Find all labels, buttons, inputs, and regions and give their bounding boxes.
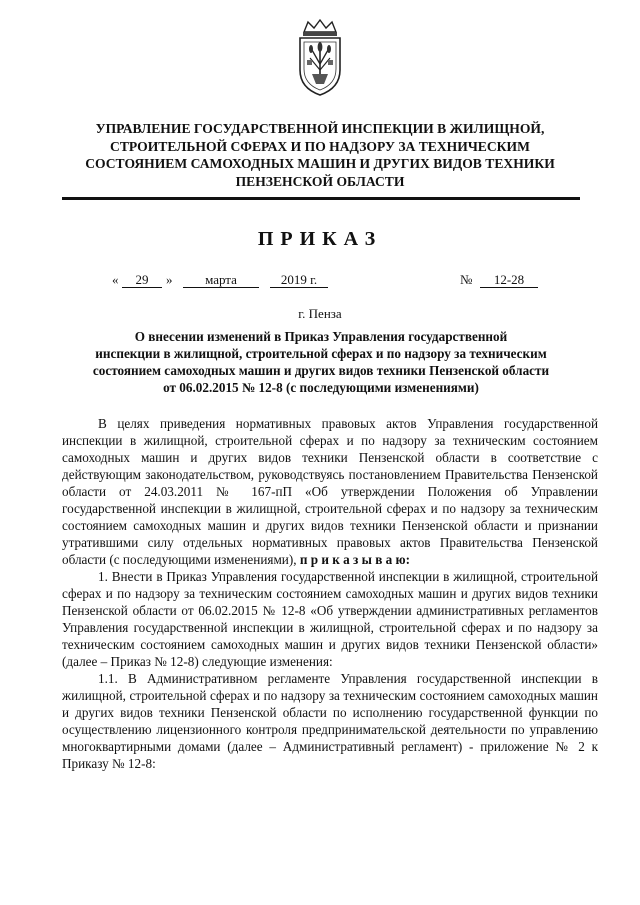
quote-open: « (112, 272, 119, 287)
header-line: ПЕНЗЕНСКОЙ ОБЛАСТИ (235, 173, 405, 189)
subject-line: от 06.02.2015 № 12-8 (с последующими изменениями) (163, 380, 479, 395)
penza-oblast-coat-of-arms-icon (290, 18, 350, 98)
date-day: 29 (122, 272, 162, 288)
preamble-paragraph (62, 415, 598, 568)
header-line: СОСТОЯНИЕМ САМОХОДНЫХ МАШИН И ДРУГИХ ВИДОВ ТЕХНИКИ (85, 156, 555, 171)
subject-line: состоянием самоходных машин и других видов техники Пензенской области (92, 363, 550, 378)
quote-close: » (166, 272, 173, 287)
date-year: 2019 г. (270, 272, 328, 288)
issuer-header (40, 120, 600, 190)
header-line: УПРАВЛЕНИЕ ГОСУДАРСТВЕННОЙ ИНСПЕКЦИИ В ЖИЛИЩНОЙ, (95, 121, 545, 136)
order-verb: п р и к а з ы в а ю: (296, 552, 411, 567)
order-body (62, 415, 598, 772)
subject-line: инспекции в жилищной, строительной сферах и по надзору за техническим (95, 346, 547, 361)
date-number-line (0, 272, 640, 290)
preamble-text: В целях приведения нормативных правовых актов Управления государственной инспекции в жилищной, строительной сферах и по надзору за техническим состоянием самоходных машин и других видов техники Пензенской области в соответствие с действующим законодательством, руководствуясь постановлением Правительства Пензенской области от 24.03.2011 № 167-пП «Об утверждении Положения об Управлении государственной инспекции в жилищной, строительной сферах и по надзору за техническим состоянием самоходных машин и других видов техники Пензенской области и признании утратившими силу отдельных нормативных правовых актов Правительства Пензенской области (с последующими изменениями), (62, 416, 598, 567)
date-month: марта (183, 272, 259, 288)
number-sign: № (460, 272, 473, 287)
subject-line: О внесении изменений в Приказ Управления государственной (134, 329, 508, 344)
item-1-1-paragraph: 1.1. В Административном регламенте Управления государственной инспекции в жилищной, строительной сферах и по надзору за техническим состоянием самоходных машин и других видов техники Пензенской области по исполнению государственной функции по осуществлению лицензионного контроля предпринимательской деятельности по управлению многоквартирными домами (далее – Административный регламент) - приложение № 2 к Приказу № 12-8: (62, 671, 598, 771)
item-1-paragraph: 1. Внести в Приказ Управления государственной инспекции в жилищной, строительной сферах и по надзору за техническим состоянием самоходных машин и других видов техники Пензенской области от 06.02.2015 № 12-8 «Об утверждении административных регламентов Управления государственной инспекции в жилищной, строительной сферах и по надзору за техническим состоянием самоходных машин и других видов техники Пензенской области» (далее – Приказ № 12-8) следующие изменения: (62, 569, 598, 669)
order-subject (62, 328, 580, 396)
header-line: СТРОИТЕЛЬНОЙ СФЕРАХ И ПО НАДЗОРУ ЗА ТЕХНИЧЕСКИМ (110, 138, 530, 154)
header-divider (62, 197, 580, 200)
order-number: 12-28 (480, 272, 538, 288)
document-title: ПРИКАЗ (257, 228, 383, 250)
city-name: г. Пенза (298, 306, 342, 321)
